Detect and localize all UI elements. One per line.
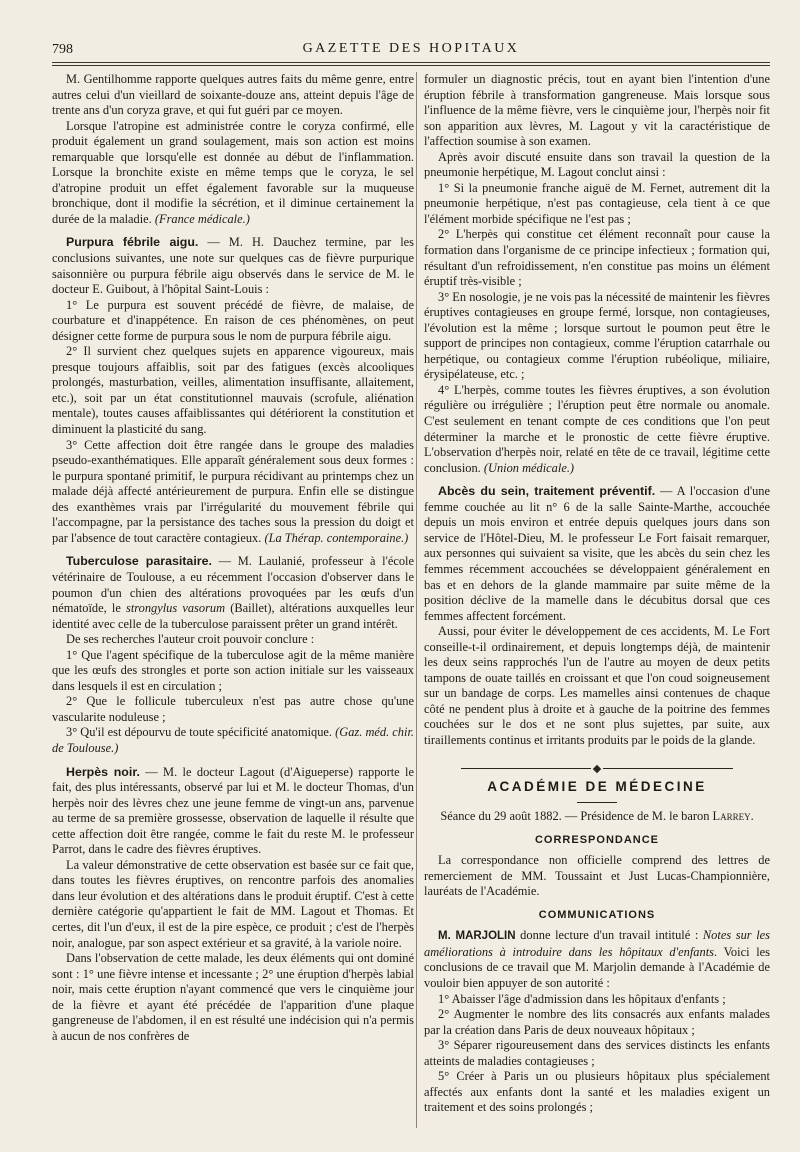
subsection-correspondance: CORRESPONDANCE [534,833,659,846]
journal-title: GAZETTE DES HOPITAUX [302,41,520,56]
paragraph: 1° Le purpura est souvent précédé de fièvre, de malaise, de courbature et d'inappétence. En raison de ces phénomènes, on peut désigner cette forme de purpura sous le nom de purpura fébrile aigu. [52,297,414,343]
paragraph: 2° Il survient chez quelques sujets en apparence vigoureux, mais presque toujours affaiblis, soit par des fatigues (excès alcooliques prolongés, masturbation, veilles, alimentation insuffisante, allaitement, etc.), soit par un état constitutionnel mauvais (scrofule, aliénation mentale), toutes causes affaiblissantes qui détériorent la constitution et diminuent la plasticité du sang. [52,344,414,437]
paragraph: 3° Qu'il est dépourvu de toute spécificité anatomique. (Gaz. méd. chir. de Toulouse.) [52,725,414,755]
right-column [424,72,770,1116]
species-name: strongylus vasorum [126,601,226,616]
article-title: Herpès noir. [66,764,140,779]
paragraph: Aussi, pour éviter le développement de ces accidents, M. Le Fort conseille-t-il ordinairement, et depuis longtemps déjà, de maintenir les deux seins rapprochés l'un de l'autre au moyen de deux petits tampons de ouate taillés en croissant et que l'on coud soigneusement sur un bandage de corps. Les mamelles ainsi contenues de chaque côté ne pendent plus à droite et à gauche de la poitrine des femmes couchées sur le dos et ne sont plus sujettes, par suite, aux tiraillements continus et irritants produits par le poids de la glande. [424,624,770,747]
paragraph: La correspondance non officielle comprend des lettres de remerciement de MM. Toussaint et Just Lucas-Championnière, lauréats de l'Académie. [424,853,770,899]
paragraph: 4° L'herpès, comme toutes les fièvres éruptives, a son évolution régulière ou irrégulière ; l'éruption peut être normale ou anomale. C'est seulement en tenant compte de ces conditions que l'on peut déterminer la marche et le pronostic de cette fièvre éruptive. L'observation d'herpès noir, relaté en tête de ce travail, légitime cette conclusion. (Union médicale.) [424,382,770,475]
column-divider [416,72,417,1128]
left-column [52,72,414,1044]
paragraph: De ses recherches l'auteur croit pouvoir conclure : [66,632,315,647]
article-title: Purpura fébrile aigu. [66,235,199,250]
speaker-name: M. MARJOLIN [438,930,516,943]
paragraph: 3° Séparer rigoureusement dans des services distincts les enfants atteints de maladies contagieuses ; [424,1038,770,1068]
source-citation: (La Thérap. contemporaine.) [264,530,409,545]
paragraph: 1° Que l'agent spécifique de la tuberculose agit de la même manière que les œufs des strongles et porte son action initiale sur les vaisseaux dans lesquels il est en circulation ; [52,647,414,693]
header-rule-top [52,62,770,63]
paragraph: 1° Si la pneumonie franche aiguë de M. Fernet, autrement dit la pneumonie herpétique, n'est pas contagieuse, cela tient à ce que l'élément morbide spécifique ne l'est pas ; [424,180,770,226]
paragraph: Dans l'observation de cette malade, les deux éléments qui ont dominé sont : 1° une fièvre intense et incessante ; 2° une éruption d'herpès labial noir, mais cette éruption n'ayant commencé que vers le cinquième jour de la fièvre et ayant été précédée de l'apparition d'une plaque gangreneuse de l'abdomen, il en est résulté une indécision qui n'a permis à aucun de nos confrères de [52,951,414,1043]
paragraph: formuler un diagnostic précis, tout en ayant bien l'intention d'une éruption fébrile à transformation gangreneuse. Mais lorsque sous l'influence de la même fièvre, vers le cinquième jour, l'herpès noir fit son apparition aux lèvres, M. Lagout y vit la caractéristique de l'affection soumise à son examen. [424,72,770,149]
article-abces: Abcès du sein, traitement préventif. — A l'occasion d'une femme couchée au lit n° 6 de la salle Sainte-Marthe, accouchée depuis un mois environ et entrée depuis quelques jours dans son service de l'Hôtel-Dieu, M. le professeur Le Fort faisait remarquer, aux personnes qui suivaient sa visite, que les abcès du sein chez les femmes récemment accouchées se développaient généralement en bas et en dehors de la glande mammaire par suite même de la position déclive de la mamelle dans le décubitus dorsal que ces femmes affectent forcément. [424,484,770,623]
work-title: Notes sur les améliorations à introduire dans les hôpitaux d'enfants [424,928,770,959]
subsection-communications: COMMUNICATIONS [538,908,656,921]
page-header [52,40,770,60]
source-citation: (Gaz. méd. chir. de Toulouse.) [52,725,414,755]
seance-line: Séance du 29 août 1882. — Présidence de M. le baron Larrey. [440,809,754,824]
header-rule-bottom [52,65,770,66]
paragraph: 2° L'herpès qui constitue cet élément reconnaît pour cause la formation dans l'organisme de ce principe infectieux ; formation qui, résultant d'un refroidissement, n'en constitue pas moins un élément éruptif très-visible ; [424,227,770,289]
source-citation: (Union médicale.) [483,460,575,475]
paragraph: 5° Créer à Paris un ou plusieurs hôpitaux plus spécialement affectés aux enfants dont la santé et les maladies exigent un traitement et des soins prolongés ; [424,1069,770,1115]
article-purpura: Purpura fébrile aigu. — M. H. Dauchez termine, par les conclusions suivantes, une note sur quelques cas de fièvre purpurique saisonnière ou purpura fébrile aigu observés dans le service de M. le docteur E. Guibout, à l'hôpital Saint-Louis : [52,235,414,297]
source-citation: (France médicale.) [154,211,250,226]
article-herpes: Herpès noir. — M. le docteur Lagout (d'Aigueperse) rapporte le fait, des plus intéressants, observé par lui et M. le docteur Thomas, d'un herpès noir des lèvres chez une jeune femme de vingt-un ans, parvenue au terme de sa première grossesse, observation de laquelle il résulte que cette affection doit être rangée, comme le fait du reste M. le professeur Parrot, dans le cadre des fièvres éruptives. [52,764,414,857]
paragraph: Après avoir discuté ensuite dans son travail la question de la pneumonie herpétique, M. Lagout conclut ainsi : [424,149,770,180]
paragraph: 3° En nosologie, je ne vois pas la nécessité de maintenir les fièvres éruptives contagieuses en groupe fermé, lorsque, non contagieuses, l'évolution est la même ; lorsque surtout le poumon peut être le support de principes non contagieux, comme l'éruption catarrhale ou herpétique, ou contagieux comme l'éruption rubéolique, miliaire, érysipélateuse, etc. ; [424,289,770,382]
paragraph: M. Gentilhomme rapporte quelques autres faits du même genre, entre autres celui d'un vieillard de soixante-douze ans, atteint depuis l'âge de trente ans d'un coryza grave, et qui fut guéri par ce moyen. [52,72,414,118]
page-number: 798 [52,42,73,57]
short-rule [577,802,617,803]
article-title: Tuberculose parasitaire. [66,554,212,569]
section-heading-academie: ACADÉMIE DE MÉDECINE [487,778,707,794]
paragraph: M. MARJOLIN donne lecture d'un travail intitulé : Notes sur les améliorations à introduire dans les hôpitaux d'enfants. Voici les conclusions de ce travail que M. Marjolin demande à l'Académie de vouloir bien appuyer de son autorité : [424,928,771,990]
paragraph: 2° Augmenter le nombre des lits consacrés aux enfants malades par la création dans Paris de deux nouveaux hôpitaux ; [424,1007,770,1037]
paragraph: 2° Que le follicule tuberculeux n'est pas autre chose qu'une vascularite noduleuse ; [52,694,414,724]
paragraph: 1° Abaisser l'âge d'admission dans les hôpitaux d'enfants ; [438,991,726,1006]
ornamental-divider [424,761,770,769]
article-tuberculose: Tuberculose parasitaire. — M. Laulanié, professeur à l'école vétérinaire de Toulouse, a eu récemment l'occasion d'observer dans le poumon d'un chien des altérations provoquées par les œufs d'un nématoïde, le strongylus vasorum (Baillet), altérations auxquelles leur identité avec celle de la tuberculose paraissent prêter un grand intérêt. [52,554,415,631]
article-title: Abcès du sein, traitement préventif. [438,484,656,499]
paragraph: La valeur démonstrative de cette observation est basée sur ce fait que, dans toutes les fièvres éruptives, on rencontre parfois des anomalies dans leur évolution et des altérations dans le produit éruptif. C'est à cette dernière catégorie qu'appartient le fait de MM. Lagout et Thomas. Et certes, dit l'un d'eux, il est de la pire espèce, ce produit ; c'est de l'herpès noir, analogue, par son aspect extérieur et sa gravité, à la variole noire. [52,857,414,950]
paragraph: 3° Cette affection doit être rangée dans le groupe des maladies pseudo-exanthématiques. Elle apparaît généralement sous deux formes : le purpura spontané primitif, le purpura récidivant au printemps chez un malade déjà affecté antérieurement de purpura. Enfin elle se distingue des exanthèmes vrais par l'irrégularité du mouvement fébrile qui l'accompagne, par la persistance des taches sous la pression du doigt et par l'absence de tout caractère contagieux. (La Thérap. contemporaine.) [52,437,414,545]
paragraph: Lorsque l'atropine est administrée contre le coryza confirmé, elle produit également un grand soulagement, mais son action est moins remarquable que lorsqu'elle est donnée au début de l'inflammation. Lorsque la bronchite existe en même temps que le coryza, le sel d'atropine produit un effet également favorable sur la muqueuse bronchique, dont il modifie la sécrétion, et il diminue certainement la durée de la maladie. (France médicale.) [52,118,414,226]
